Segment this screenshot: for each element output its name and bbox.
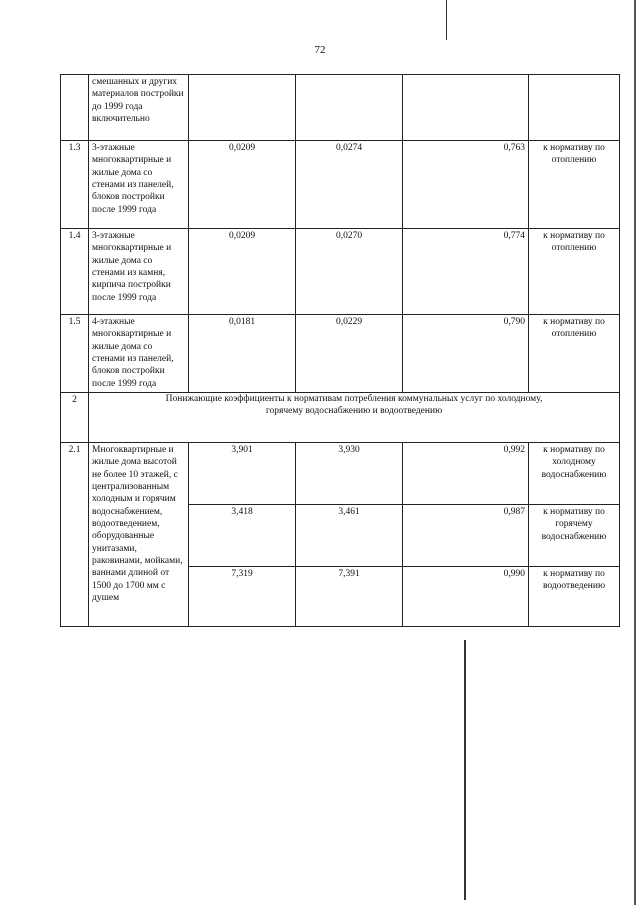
row-note: к нормативу по холодному водоснабжению [529,443,620,505]
value-cell-2: 0,0274 [296,141,403,229]
section-title: Понижающие коэффициенты к нормативам потребления коммунальных услуг по холодному, горячему водоснабжению и водоотведению [89,393,620,443]
value-cell-3 [403,75,529,141]
row-description: 3-этажные многоквартирные и жилые дома со стенами из панелей, блоков постройки после 1999 года [89,141,189,229]
value-cell-2: 0,0270 [296,229,403,315]
coefficients-table [60,74,620,627]
scan-artifact-line [634,0,636,905]
table-row [61,315,620,393]
value-cell-3: 0,992 [403,443,529,505]
row-note: к нормативу по отоплению [529,315,620,393]
row-number: 2.1 [61,443,89,627]
scan-artifact-line [464,640,466,900]
value-cell-1: 0,0181 [189,315,296,393]
row-note: к нормативу по горячему водоснабжению [529,505,620,567]
value-cell-2: 3,930 [296,443,403,505]
row-number [61,75,89,141]
table-row [61,141,620,229]
row-number: 1.4 [61,229,89,315]
table-row [61,75,620,141]
row-note [529,75,620,141]
value-cell-1: 0,0209 [189,229,296,315]
value-cell-1: 0,0209 [189,141,296,229]
value-cell-1: 7,319 [189,567,296,627]
value-cell-1: 3,418 [189,505,296,567]
row-description: 4-этажные многоквартирные и жилые дома со стенами из панелей, блоков постройки после 1999 года [89,315,189,393]
value-cell-1 [189,75,296,141]
row-description: Многоквартирные и жилые дома высотой не более 10 этажей, с централизованным холодным и горячим водоснабжением, водоотведением, оборудованные унитазами, раковинами, мойками, ваннами длиной от 1500 до 1700 мм с душем [89,443,189,627]
row-number: 1.3 [61,141,89,229]
value-cell-3: 0,790 [403,315,529,393]
row-number: 1.5 [61,315,89,393]
value-cell-2: 0,0229 [296,315,403,393]
scan-artifact-line [446,0,447,40]
page-number: 72 [314,44,326,56]
value-cell-3: 0,987 [403,505,529,567]
value-cell-2: 3,461 [296,505,403,567]
section-header-row [61,393,620,443]
value-cell-3: 0,774 [403,229,529,315]
row-description: 3-этажные многоквартирные и жилые дома со стенами из камня, кирпича постройки после 1999 года [89,229,189,315]
row-note: к нормативу по отоплению [529,141,620,229]
table-row [61,229,620,315]
row-note: к нормативу по отоплению [529,229,620,315]
table-row [61,443,620,505]
value-cell-2 [296,75,403,141]
value-cell-3: 0,990 [403,567,529,627]
section-number: 2 [61,393,89,443]
value-cell-3: 0,763 [403,141,529,229]
row-description: смешанных и других материалов постройки до 1999 года включительно [89,75,189,141]
value-cell-1: 3,901 [189,443,296,505]
value-cell-2: 7,391 [296,567,403,627]
row-note: к нормативу по водоотведению [529,567,620,627]
